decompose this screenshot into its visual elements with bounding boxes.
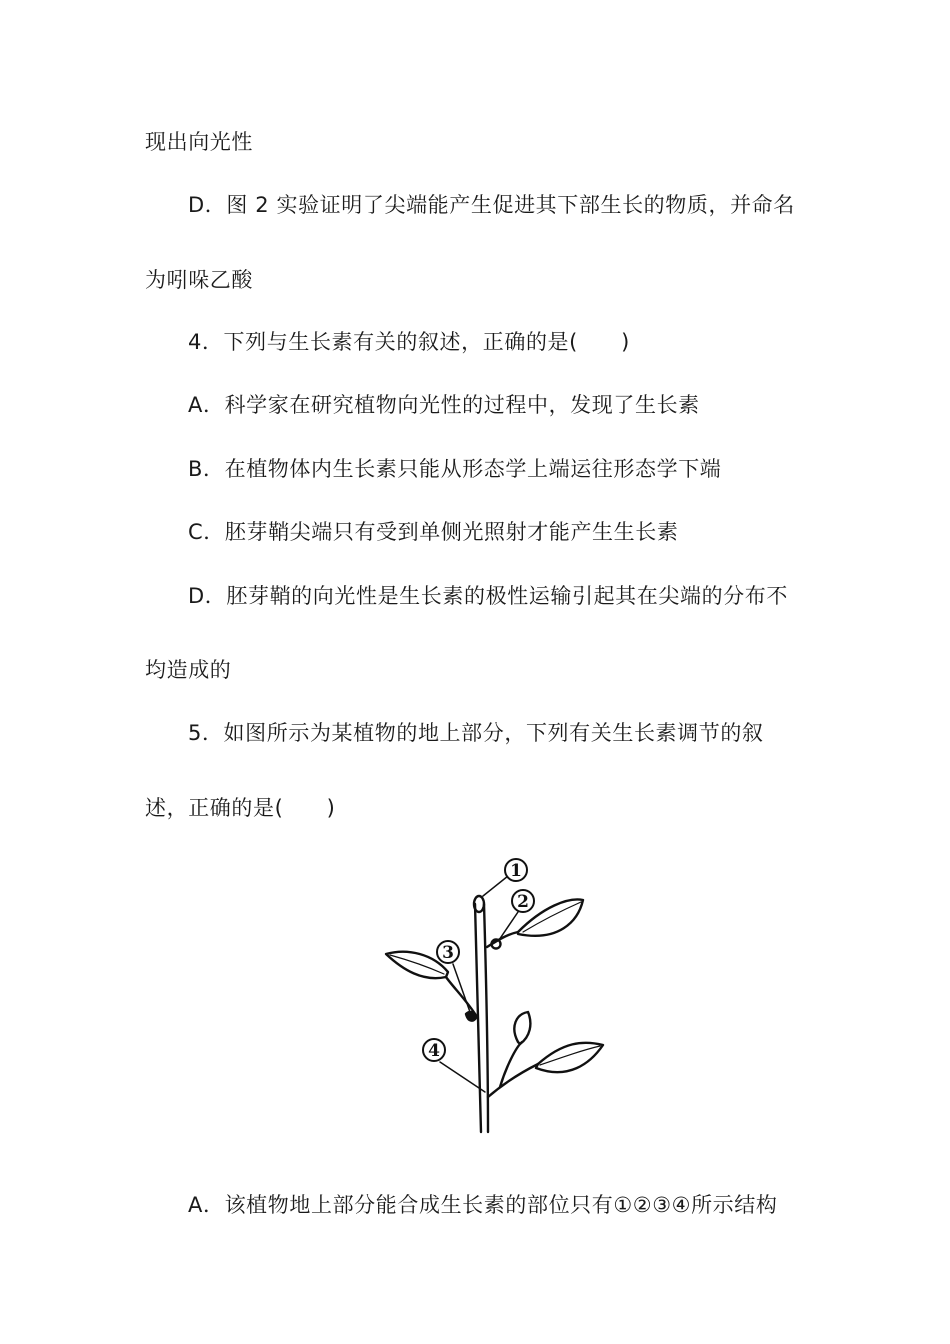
question-5: 5．如图所示为某植物的地上部分，下列有关生长素调节的叙 [188, 721, 764, 745]
callout-label-2: 2 [517, 892, 529, 912]
lower-right-leaf [536, 1043, 603, 1072]
option-d-q3: D．图 2 实验证明了尖端能产生促进其下部生长的物质，并命名 [188, 193, 795, 217]
question-4-option-b: B．在植物体内生长素只能从形态学上端运往形态学下端 [188, 457, 722, 481]
callout-label-1: 1 [510, 861, 522, 881]
plant-diagram-svg [378, 852, 614, 1138]
left-branch [446, 977, 477, 1017]
plant-diagram [378, 852, 614, 1138]
small-leaf [514, 1012, 530, 1044]
lower-branch [488, 1064, 538, 1097]
question-4-option-d-continued: 均造成的 [145, 658, 232, 682]
text-line-continuation: 现出向光性 [145, 130, 253, 154]
question-4: 4．下列与生长素有关的叙述，正确的是( ) [188, 330, 630, 354]
question-4-option-d: D．胚芽鞘的向光性是生长素的极性运输引起其在尖端的分布不 [188, 584, 788, 608]
question-4-option-a: A．科学家在研究植物向光性的过程中，发现了生长素 [188, 393, 700, 417]
callout-label-3: 3 [442, 943, 454, 963]
question-5-continued: 述，正确的是( ) [145, 796, 336, 820]
leader-line-1 [483, 876, 508, 896]
text-line-continuation-2: 为吲哚乙酸 [145, 268, 253, 292]
lateral-bud-3 [466, 1012, 476, 1021]
question-5-option-a: A．该植物地上部分能合成生长素的部位只有①②③④所示结构 [188, 1193, 778, 1217]
question-4-option-c: C．胚芽鞘尖端只有受到单侧光照射才能产生生长素 [188, 520, 679, 544]
callout-label-4: 4 [428, 1041, 440, 1061]
